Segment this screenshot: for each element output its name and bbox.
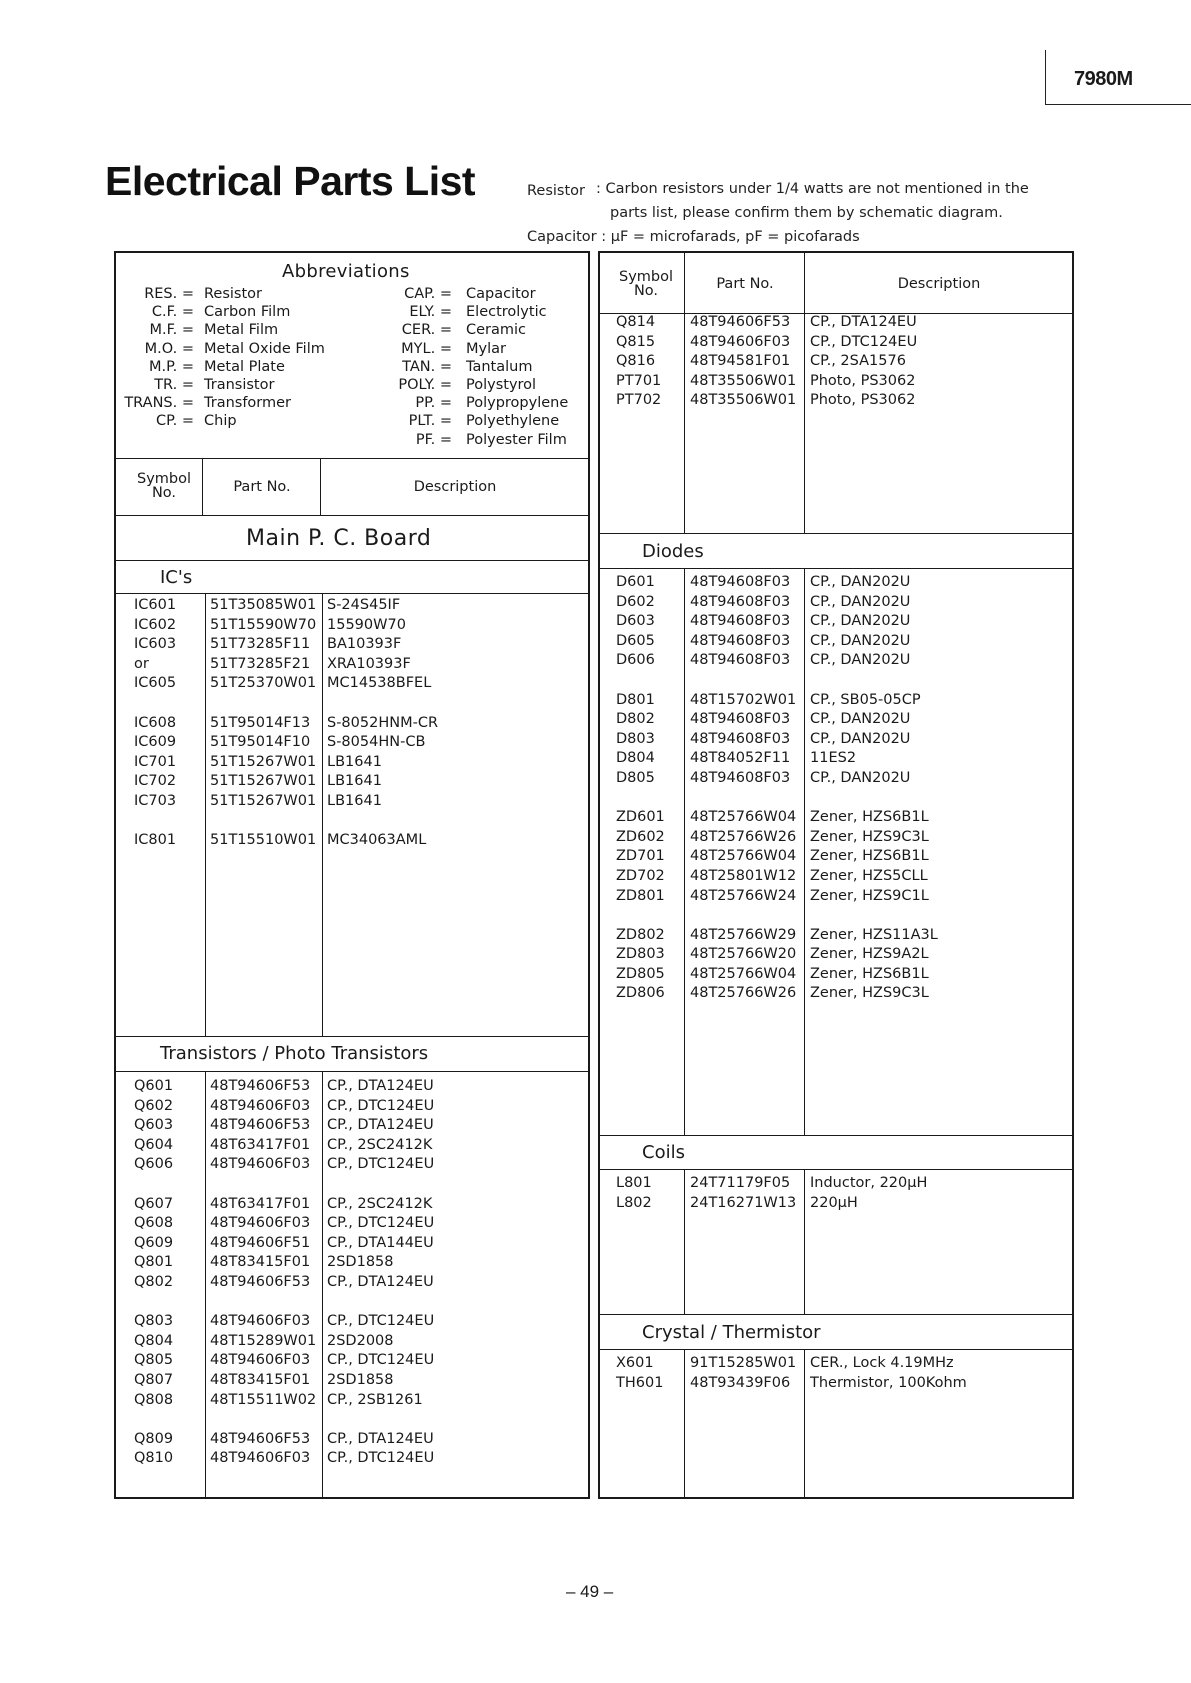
- abbr-left-values: Resistor Carbon Film Metal Film Metal Oxide Film Metal Plate Transistor Transformer Chip: [204, 286, 325, 430]
- abbreviations-title: Abbreviations: [282, 261, 410, 282]
- col-rule: [322, 1071, 323, 1498]
- diodes-symbol-column: D601 D602 D603 D605 D606 D801 D802 D803 D804 D805 ZD601 ZD602 ZD701 ZD702 ZD801 ZD802 ZD803 ZD805 ZD806: [616, 574, 665, 1002]
- transistors-cont-part-column: 48T94606F53 48T94606F03 48T94581F01 48T35506W01 48T35506W01: [690, 314, 797, 409]
- col-rule: [804, 1349, 805, 1498]
- transistors-symbol-column: Q601 Q602 Q603 Q604 Q606 Q607 Q608 Q609 Q801 Q802 Q803 Q804 Q805 Q807 Q808 Q809 Q810: [134, 1078, 174, 1467]
- ics-part-column: 51T35085W01 51T15590W70 51T73285F11 51T73285F21 51T25370W01 51T95014F13 51T95014F10 51T15267W01 51T15267W01 51T15267W01 51T15510W01: [210, 597, 317, 849]
- abbr-right-keys: CAP. = ELY. = CER. = MYL. = TAN. = POLY. = PP. = PLT. = PF. =: [398, 286, 452, 448]
- rule: [115, 1036, 589, 1037]
- col-rule: [804, 568, 805, 1135]
- abbr-left-keys: RES. = C.F. = M.F. = M.O. = M.P. = TR. = TRANS. = CP. =: [124, 286, 194, 430]
- col-rule: [205, 1071, 206, 1498]
- abbr-right-values: Capacitor Electrolytic Ceramic Mylar Tantalum Polystyrol Polypropylene Polyethylene Polyester Film: [466, 286, 569, 448]
- coils-description-column: Inductor, 220μH 220μH: [810, 1175, 928, 1211]
- rule: [599, 568, 1073, 569]
- ics-symbol-column: IC601 IC602 IC603 or IC605 IC608 IC609 IC701 IC702 IC703 IC801: [134, 597, 177, 849]
- col-rule: [804, 1169, 805, 1314]
- rule: [115, 593, 589, 594]
- diodes-title: Diodes: [642, 541, 704, 562]
- resistor-note-1: : Carbon resistors under 1/4 watts are not mentioned in the: [596, 181, 1029, 197]
- capacitor-note: Capacitor : μF = microfarads, pF = picofarads: [527, 229, 860, 245]
- rule: [115, 515, 589, 516]
- transistors-part-column: 48T94606F53 48T94606F03 48T94606F53 48T63417F01 48T94606F03 48T63417F01 48T94606F03 48T94606F51 48T83415F01 48T94606F53 48T94606F03 48T15289W01 48T94606F03 48T83415F01 48T15511W02 48T94606F53 48T94606F03: [210, 1078, 317, 1467]
- header-description: Description: [897, 276, 981, 292]
- col-rule: [684, 1349, 685, 1498]
- header-symbol: Symbol No.: [136, 471, 191, 501]
- crystal-title: Crystal / Thermistor: [642, 1322, 821, 1343]
- rule: [115, 458, 589, 459]
- page-number: – 49 –: [566, 1582, 614, 1601]
- diodes-part-column: 48T94608F03 48T94608F03 48T94608F03 48T94608F03 48T94608F03 48T15702W01 48T94608F03 48T94608F03 48T84052F11 48T94608F03 48T25766W04 48T25766W26 48T25766W04 48T25801W12 48T25766W24 48T25766W29 48T25766W20 48T25766W04 48T25766W26: [690, 574, 797, 1002]
- model-number: 7980M: [1074, 68, 1133, 90]
- rule: [599, 1314, 1073, 1315]
- coils-title: Coils: [642, 1142, 685, 1163]
- transistors-cont-symbol-column: Q814 Q815 Q816 PT701 PT702: [616, 314, 662, 409]
- board-title: Main P. C. Board: [246, 526, 432, 551]
- resistor-label: Resistor: [527, 183, 585, 199]
- rule: [115, 1071, 589, 1072]
- coils-part-column: 24T71179F05 24T16271W13: [690, 1175, 797, 1211]
- crystal-part-column: 91T15285W01 48T93439F06: [690, 1355, 797, 1391]
- col-rule: [684, 252, 685, 533]
- transistors-description-column: CP., DTA124EU CP., DTC124EU CP., DTA124EU CP., 2SC2412K CP., DTC124EU CP., 2SC2412K CP., DTC124EU CP., DTA144EU 2SD1858 CP., DTA124EU CP., DTC124EU 2SD2008 CP., DTC124EU 2SD1858 CP., 2SB1261 CP., DTA124EU CP., DTC124EU: [327, 1078, 435, 1467]
- transistors-title: Transistors / Photo Transistors: [160, 1043, 429, 1064]
- ics-title: IC's: [160, 567, 193, 588]
- crystal-description-column: CER., Lock 4.19MHz Thermistor, 100Kohm: [810, 1355, 967, 1391]
- rule: [599, 533, 1073, 534]
- resistor-note-2: parts list, please confirm them by schematic diagram.: [610, 205, 1003, 221]
- header-symbol: Symbol No.: [618, 269, 673, 299]
- rule: [599, 1349, 1073, 1350]
- col-rule: [205, 593, 206, 1036]
- rule: [599, 1169, 1073, 1170]
- col-rule: [684, 1169, 685, 1314]
- crystal-symbol-column: X601 TH601: [616, 1355, 664, 1391]
- header-part-no: Part No.: [233, 479, 291, 495]
- col-rule: [684, 568, 685, 1135]
- coils-symbol-column: L801 L802: [616, 1175, 652, 1211]
- ics-description-column: S-24S45IF 15590W70 BA10393F XRA10393F MC14538BFEL S-8052HNM-CR S-8054HN-CB LB1641 LB1641 LB1641 MC34063AML: [327, 597, 439, 849]
- col-rule: [202, 458, 203, 515]
- col-rule: [322, 593, 323, 1036]
- header-part-no: Part No.: [716, 276, 774, 292]
- page-title: Electrical Parts List: [105, 158, 476, 204]
- header-description: Description: [413, 479, 497, 495]
- transistors-cont-description-column: CP., DTA124EU CP., DTC124EU CP., 2SA1576 Photo, PS3062 Photo, PS3062: [810, 314, 918, 409]
- col-rule: [804, 252, 805, 533]
- rule: [115, 560, 589, 561]
- diodes-description-column: CP., DAN202U CP., DAN202U CP., DAN202U CP., DAN202U CP., DAN202U CP., SB05-05CP CP., DAN202U CP., DAN202U 11ES2 CP., DAN202U Zener, HZS6B1L Zener, HZS9C3L Zener, HZS6B1L Zener, HZS5CLL Zener, HZS9C1L Zener, HZS11A3L Zener, HZS9A2L Zener, HZS6B1L Zener, HZS9C3L: [810, 574, 938, 1002]
- col-rule: [320, 458, 321, 515]
- rule: [599, 1135, 1073, 1136]
